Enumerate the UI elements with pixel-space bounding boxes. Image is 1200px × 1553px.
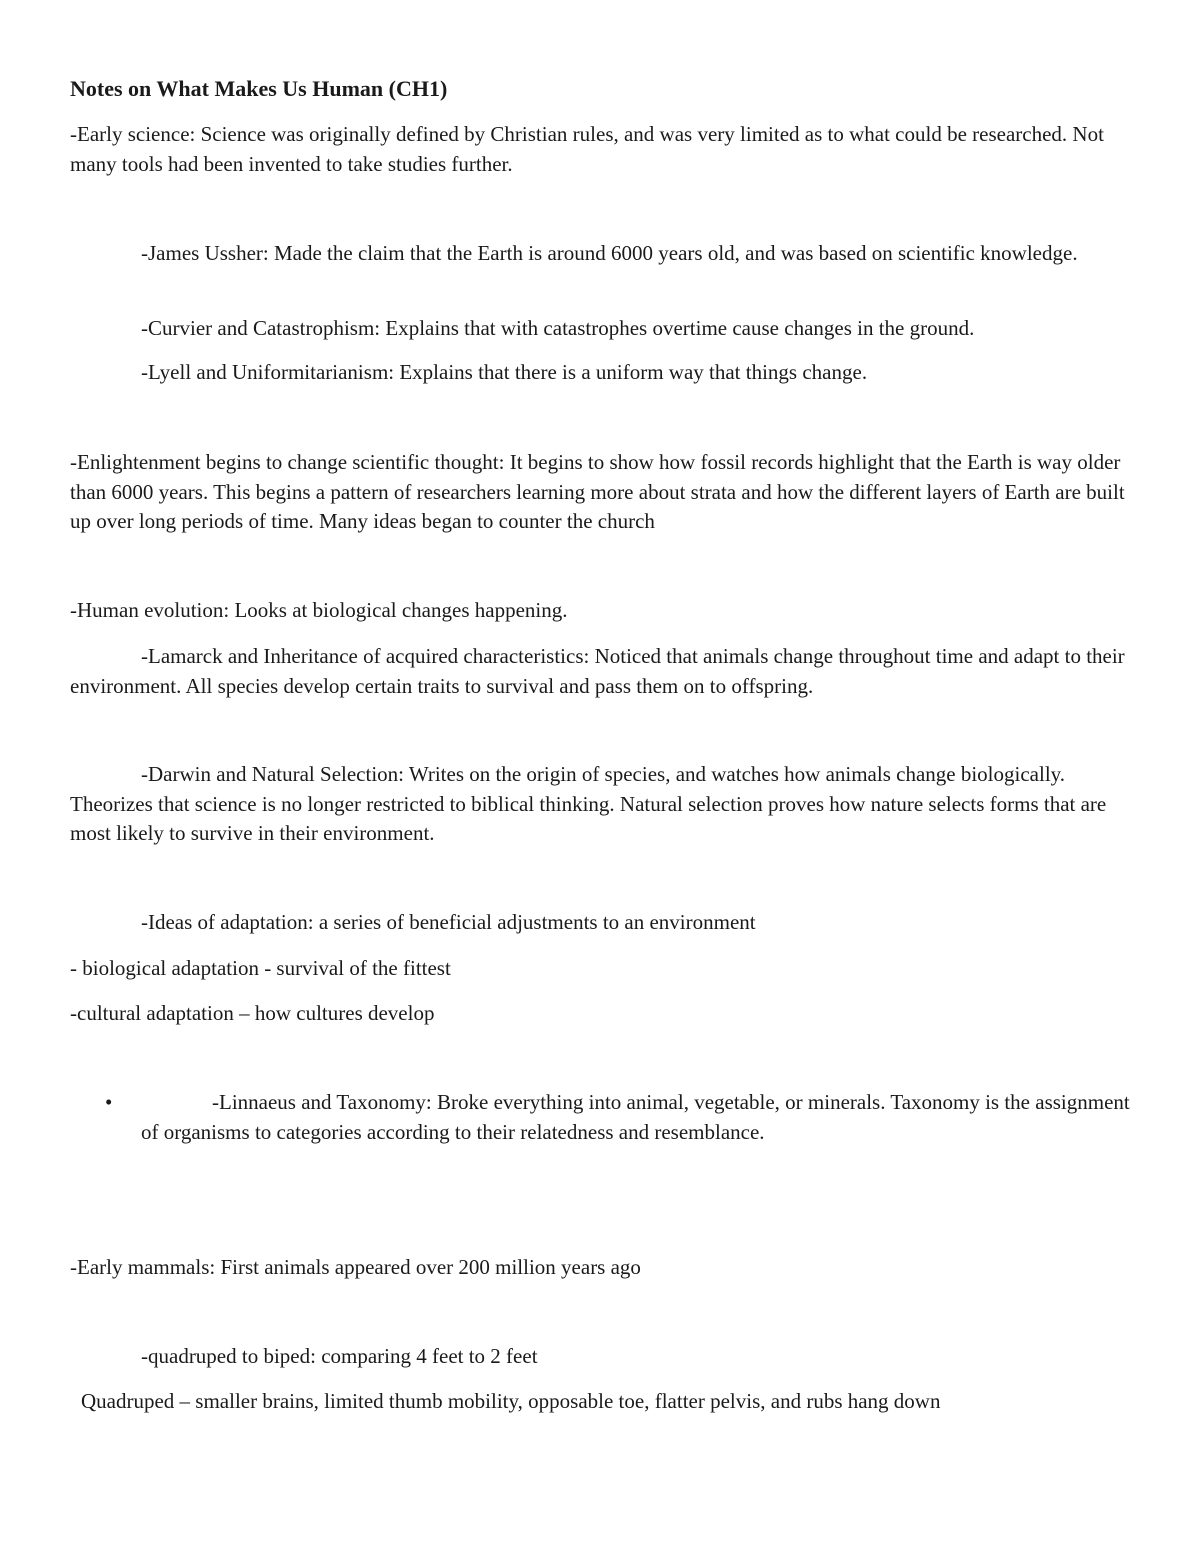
paragraph-james-ussher: -James Ussher: Made the claim that the Earth is around 6000 years old, and was based on scientific knowledge. [141, 241, 1078, 265]
paragraph-cultural-adaptation: -cultural adaptation – how cultures develop [70, 1001, 435, 1025]
paragraph-ideas-of-adaptation: -Ideas of adaptation: a series of beneficial adjustments to an environment [141, 910, 756, 934]
paragraph-lyell-uniformitarianism: -Lyell and Uniformitarianism: Explains that there is a uniform way that things change. [141, 360, 868, 384]
paragraph-quadruped-traits: Quadruped – smaller brains, limited thumb mobility, opposable toe, flatter pelvis, and rubs hang down [81, 1389, 941, 1413]
paragraph-darwin: -Darwin and Natural Selection: Writes on the origin of species, and watches how animals change biologically. Theorizes that science is no longer restricted to biblical thinking. Natural selection proves how nature selects forms that are most likely to survive in their environment. [70, 762, 1107, 845]
paragraph-early-science: -Early science: Science was originally defined by Christian rules, and was very limited as to what could be researched. Not many tools had been invented to take studies further. [70, 122, 1104, 176]
paragraph-biological-adaptation: - biological adaptation - survival of the fittest [70, 956, 451, 980]
paragraph-early-mammals: -Early mammals: First animals appeared over 200 million years ago [70, 1255, 641, 1279]
paragraph-human-evolution: -Human evolution: Looks at biological changes happening. [70, 598, 568, 622]
paragraph-lamarck: -Lamarck and Inheritance of acquired characteristics: Noticed that animals change throughout time and adapt to their environment. All species develop certain traits to survival and pass them on to offspring. [70, 644, 1125, 698]
paragraph-quadruped-to-biped: -quadruped to biped: comparing 4 feet to 2 feet [141, 1344, 538, 1368]
bullet-dot-icon: • [105, 1090, 113, 1114]
paragraph-linnaeus-taxonomy: -Linnaeus and Taxonomy: Broke everything into animal, vegetable, or minerals. Taxonomy is the assignment of organisms to categories according to their relatedness and resemblance. [141, 1090, 1130, 1144]
document-title: Notes on What Makes Us Human (CH1) [70, 76, 448, 101]
paragraph-enlightenment: -Enlightenment begins to change scientific thought: It begins to show how fossil records highlight that the Earth is way older than 6000 years. This begins a pattern of researchers learning more about strata and how the different layers of Earth are built up over long periods of time. Many ideas began to counter the church [70, 450, 1125, 533]
paragraph-curvier-catastrophism: -Curvier and Catastrophism: Explains that with catastrophes overtime cause changes in the ground. [141, 316, 975, 340]
